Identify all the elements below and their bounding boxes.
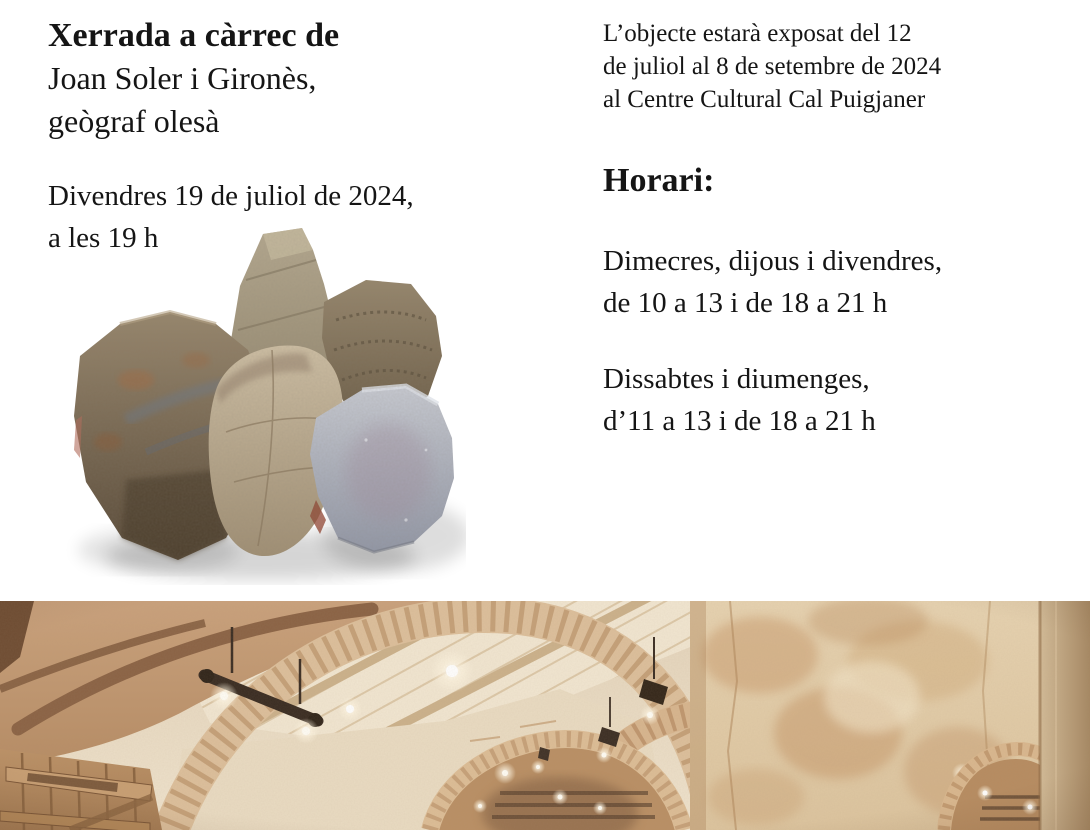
schedule-heading: Horari: — [603, 162, 715, 199]
speaker-line-2: geògraf olesà — [48, 103, 220, 139]
schedule-entry-weekdays — [603, 240, 1063, 324]
schedule-days: Dissabtes i diumenges, — [603, 363, 870, 395]
schedule-hours: d’11 a 13 i de 18 a 21 h — [603, 405, 876, 437]
speaker-line-1: Joan Soler i Gironès, — [48, 60, 317, 96]
schedule-entry-weekend — [603, 358, 1063, 442]
talk-heading: Xerrada a càrrec de — [48, 17, 340, 54]
talk-date-line-1: Divendres 19 de juliol de 2024, — [48, 180, 414, 212]
exhibition-period-line-1: L’objecte estarà exposat del 12 — [603, 20, 912, 47]
schedule-days: Dimecres, dijous i divendres, — [603, 245, 943, 277]
venue-illustration — [0, 601, 1090, 830]
talk-date-line-2: a les 19 h — [48, 222, 159, 254]
venue-photo — [0, 601, 1090, 830]
exhibition-period-line-2: de juliol al 8 de setembre de 2024 — [603, 53, 942, 80]
speaker-name — [48, 57, 518, 143]
exhibition-period — [603, 17, 1063, 116]
rocks-illustration — [66, 220, 466, 598]
exhibition-section — [603, 17, 1063, 442]
schedule-hours: de 10 a 13 i de 18 a 21 h — [603, 287, 888, 319]
photo-vignette — [0, 601, 1090, 830]
exhibition-period-line-3: al Centre Cultural Cal Puigjaner — [603, 86, 926, 113]
rocks-photo — [66, 220, 466, 598]
